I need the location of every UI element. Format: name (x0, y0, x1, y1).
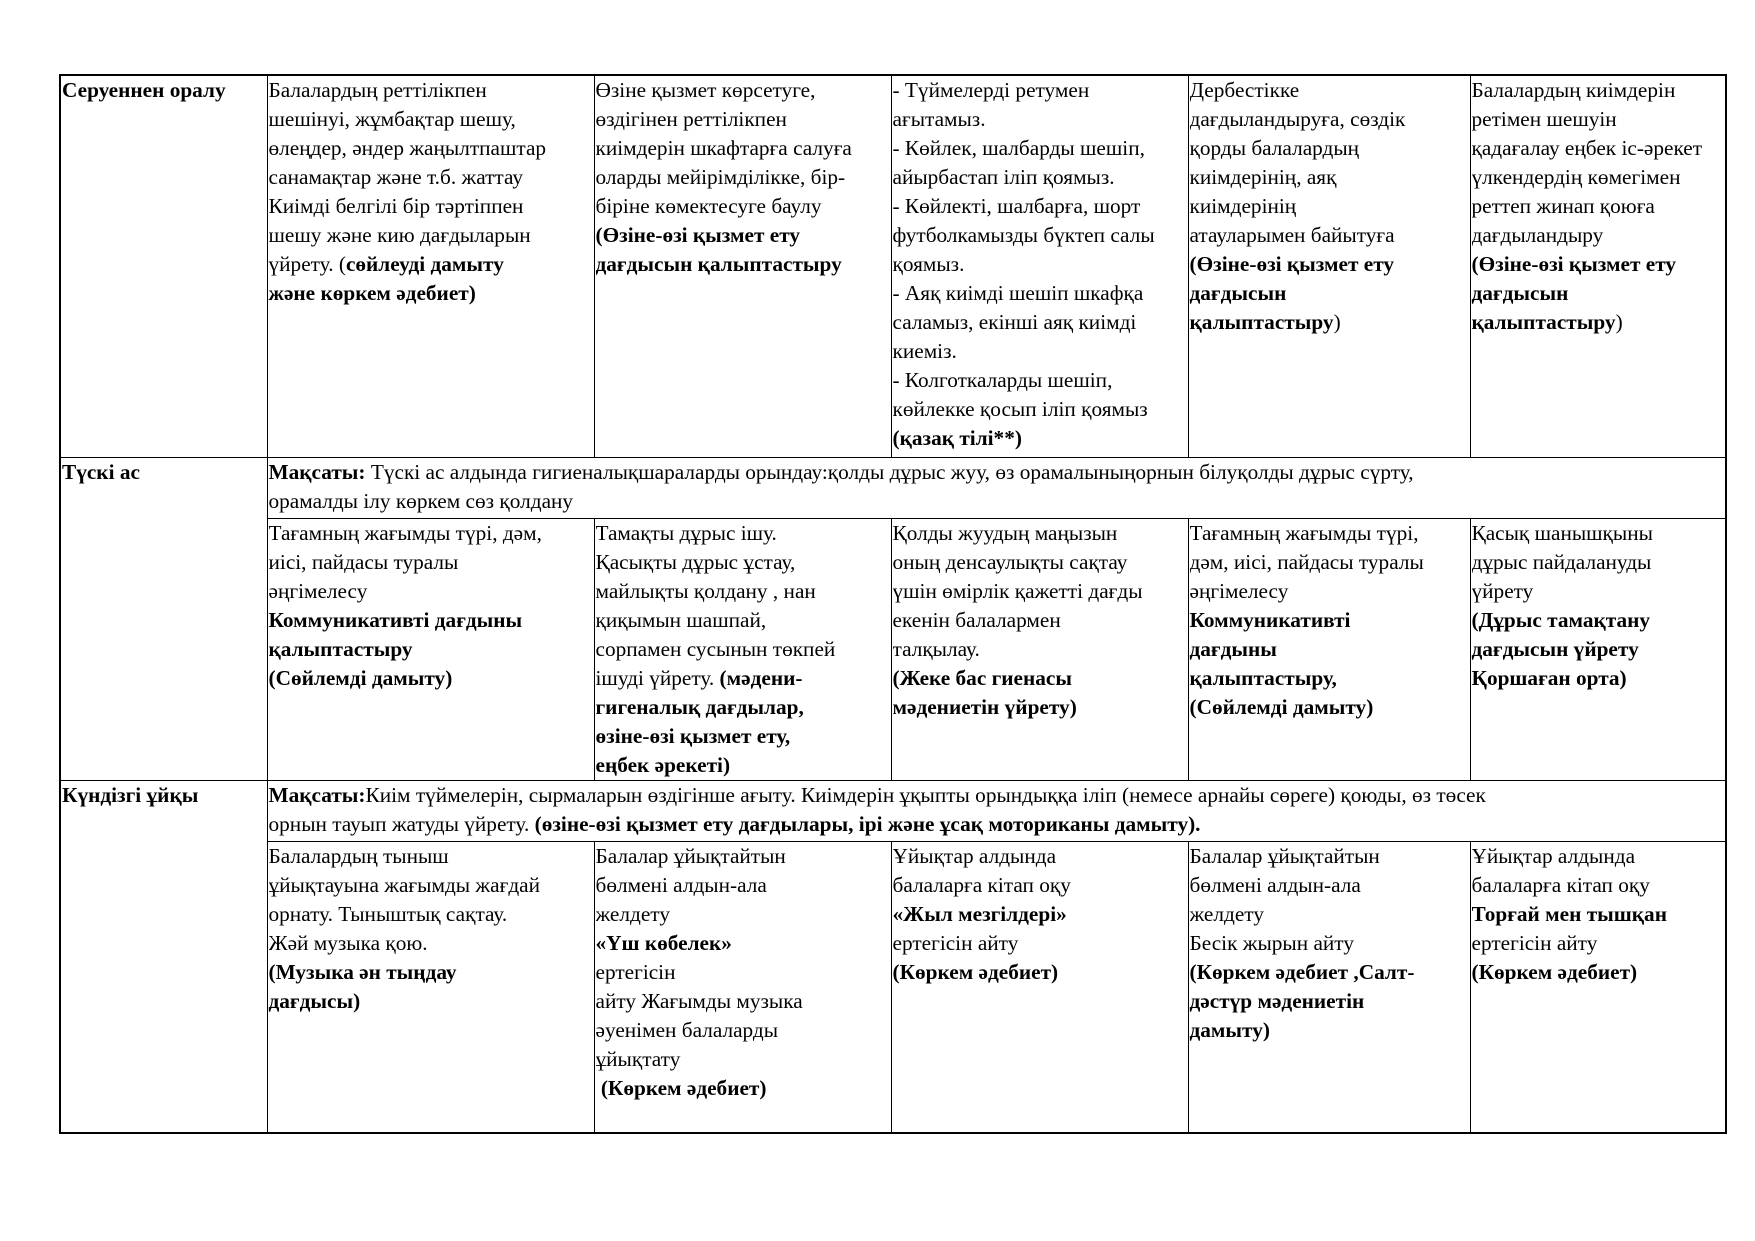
bold-note: Коммуникативті дағдыны қалыптастыру (Сөйлемді дамыту) (268, 607, 523, 690)
schedule-table (59, 74, 1727, 1134)
bold-note: (мәдени- гигеналық дағдылар, өзіне-өзі қызмет ету, еңбек әрекеті) (595, 665, 804, 777)
bold-note: (Өзіне-өзі қызмет ету дағдысын қалыптастыру (595, 223, 842, 276)
bold-note: (Өзіне-өзі қызмет ету дағдысын қалыптастыру (1471, 252, 1677, 334)
cell-walk-5: Балалардың киімдерін ретімен шешуін қадағалау еңбек іс-әрекет үлкендердің көмегімен реттеп жинап қоюға дағдыландыру (Өзіне-өзі қызмет ету дағдысын қалыптастыру) (1470, 75, 1726, 457)
cell-lunch-1: Тағамның жағымды түрі, дәм, иісі, пайдасы туралы әңгімелесу Коммуникативті дағдыны қалыптастыру (Сөйлемді дамыту) (267, 518, 594, 780)
cell-lunch-2: Тамақты дұрыс ішу. Қасықты дұрыс ұстау, майлықты қолдану , нан қиқымын шашпай, сорпамен сусынын төкпей ішуді үйрету. (мәдени- гигеналық дағдылар, өзіне-өзі қызмет ету, еңбек әрекеті) (594, 518, 891, 780)
bold-note: (Дұрыс тамақтану дағдысын үйрету Қоршаған орта) (1471, 607, 1651, 690)
cell-nap-5: Ұйықтар алдында балаларға кітап оқу Торғай мен тышқан ертегісін айту (Көркем әдебиет) (1470, 841, 1726, 1133)
cell-nap-2: Балалар ұйықтайтын бөлмені алдын-ала желдету «Үш көбелек» ертегісін айту Жағымды музыка әуенімен балаларды ұйықтату (Көркем әдебиет) (594, 841, 891, 1133)
cell-walk-1 (267, 75, 594, 457)
bold-note: (Көркем әдебиет ,Салт- дәстүр мәдениетін дамыту) (1189, 959, 1415, 1042)
goal-nap: Мақсаты:Киім түймелерін, сырмаларын өздігінше ағыту. Киімдерін ұқыпты орындыққа іліп (немесе арнайы сөреге) қоюды, өз төсек орнын тауып жатуды үйрету. (өзіне-өзі қызмет ету дағдылары, ірі және ұсақ моториканы дамыту). (267, 780, 1726, 841)
bold-note: (Музыка ән тыңдау дағдысы) (268, 959, 457, 1013)
schedule-page (59, 74, 1725, 1134)
bold-note: (Жеке бас гиенасы мәдениетін үйрету) (892, 665, 1077, 719)
cell-nap-4: Балалар ұйықтайтын бөлмені алдын-ала желдету Бесік жырын айту (Көркем әдебиет ,Салт- дәстүр мәдениетін дамыту) (1188, 841, 1470, 1133)
cell-text: Балалардың реттілікпен шешінуі, жұмбақтар шешу, өлеңдер, әндер жаңылтпаштар санамақтар және т.б. жаттау Киімді белгілі бір тәртіппен шешу және кию дағдыларын үйрету. (сөйлеуді дамыту және көркем әдебиет) (268, 78, 547, 305)
cell-lunch-5: Қасық шанышқыны дұрыс пайдалануды үйрету (Дұрыс тамақтану дағдысын үйрету Қоршаған орта) (1470, 518, 1726, 780)
row-label: Түскі ас (60, 457, 267, 780)
table-row (60, 780, 1726, 841)
cell-lunch-4: Тағамның жағымды түрі, дәм, иісі, пайдасы туралы әңгімелесу Коммуникативті дағдыны қалыптастыру, (Сөйлемді дамыту) (1188, 518, 1470, 780)
cell-nap-1: Балалардың тыныш ұйықтауына жағымды жағдай орнату. Тыныштық сақтау. Жәй музыка қою. (Музыка ән тыңдау дағдысы) (267, 841, 594, 1133)
cell-walk-2: Өзіне қызмет көрсетуге, өздігінен реттілікпен киімдерін шкафтарға салуға оларды мейірімділікке, бір- біріне көмектесуге баулу (Өзіне-өзі қызмет ету дағдысын қалыптастыру (594, 75, 891, 457)
bold-note: (Өзіне-өзі қызмет ету дағдысын қалыптастыру (1189, 252, 1395, 334)
cell-walk-3: - Түймелерді ретумен ағытамыз. - Көйлек, шалбарды шешіп, айырбастап іліп қоямыз. - Көйлекті, шалбарға, шорт футболкамызды бүктеп салы қоямыз. - Аяқ киімді шешіп шкафқа саламыз, екінші аяқ киімді киеміз. - Колготкаларды шешіп, көйлекке қосып іліп қоямыз (қазақ тілі**) (891, 75, 1188, 457)
bold-note: Коммуникативті дағдыны қалыптастыру, (Сөйлемді дамыту) (1189, 607, 1374, 719)
table-row (60, 457, 1726, 518)
table-row (60, 841, 1726, 1133)
goal-lunch: Мақсаты: Түскі ас алдында гигиеналықшараларды орындау:қолды дұрыс жуу, өз орамалыныңорнын білуқолды дұрыс сүрту, орамалды ілу көркем сөз қолдану (267, 457, 1726, 518)
row-label: Күндізгі ұйқы (60, 780, 267, 1133)
cell-walk-4: Дербестікке дағдыландыруға, сөздік қорды балалардың киімдерінің, аяқ киімдерінің атауларымен байытуға (Өзіне-өзі қызмет ету дағдысын қалыптастыру) (1188, 75, 1470, 457)
cell-lunch-3: Қолды жуудың маңызын оның денсаулықты сақтау үшін өмірлік қажетті дағды екенін балалармен талқылау. (Жеке бас гиенасы мәдениетін үйрету) (891, 518, 1188, 780)
table-row (60, 518, 1726, 780)
row-label: Серуеннен оралу (60, 75, 267, 457)
table-row (60, 75, 1726, 457)
bold-note: (қазақ тілі**) (892, 426, 1022, 450)
cell-nap-3: Ұйықтар алдында балаларға кітап оқу «Жыл мезгілдері» ертегісін айту (Көркем әдебиет) (891, 841, 1188, 1133)
